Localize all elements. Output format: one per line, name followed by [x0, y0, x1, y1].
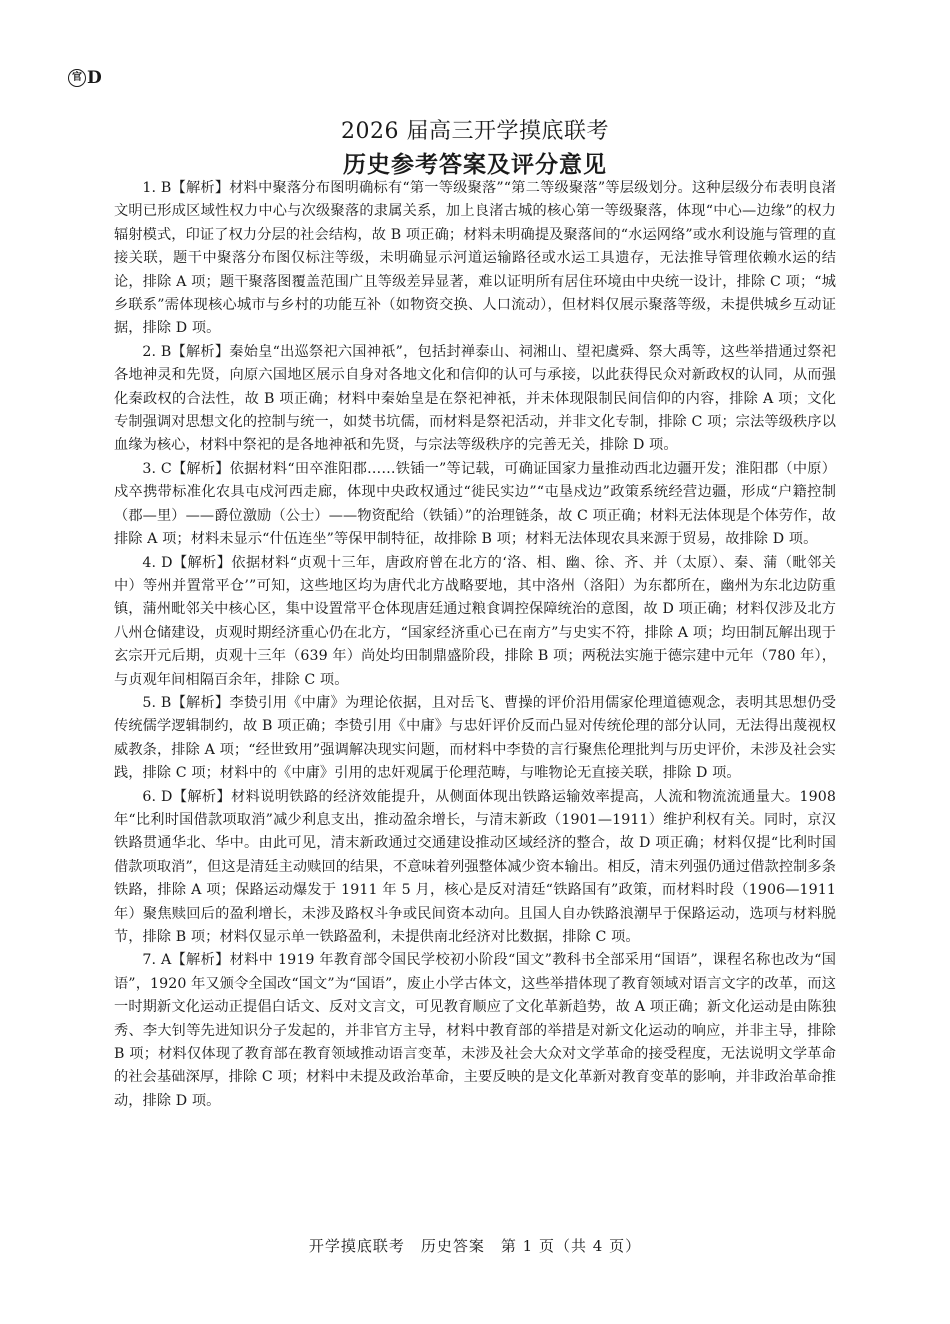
- answer-item-4: 4. D【解析】依据材料“贞观十三年，唐政府曾在北方的‘洛、相、幽、徐、齐、并（太原）、秦、蒲（毗邻关中）等州并置常平仓’”可知，这些地区均为唐代北方战略要地，其中洛州（洛阳）为东都所在，幽州为东北边防重镇，蒲州毗邻关中核心区，集中设置常平仓体现唐廷通过粮食调控保障统治的意图，故 D 项正确；材料仅涉及北方八州仓储建设，贞观时期经济重心仍在北方，“国家经济重心已在南方”与史实不符，排除 A 项；均田制瓦解出现于玄宗开元后期，贞观十三年（639 年）尚处均田制鼎盛阶段，排除 B 项；两税法实施于德宗建中元年（780 年），与贞观年间相隔百余年，排除 C 项。: [114, 554, 836, 688]
- answer-item-7: 7. A【解析】材料中 1919 年教育部令国民学校初小阶段“国文”教科书全部采用“国语”，课程名称也改为“国语”，1920 年又颁令全国改“国文”为“国语”，废止小学古体文，这些举措体现了教育领域对语言文字的改革，而这一时期新文化运动正提倡白话文、反对文言文，可见教育顺应了文化革新趋势，故 A 项正确；新文化运动是由陈独秀、李大钊等先进知识分子发起的，并非官方主导，材料中教育部的举措是对新文化运动的响应，并非主导，排除 B 项；材料仅体现了教育部在教育领域推动语言变革，未涉及社会大众对文学革命的接受程度，无法说明文学革命的社会基础深厚，排除 C 项；材料中未提及政治革命，主要反映的是文化革新对教育变革的影响，并非政治革命推动，排除 D 项。: [114, 952, 836, 1109]
- document-subtitle: 历史参考答案及评分意见: [343, 152, 607, 178]
- watermark-logo: [68, 68, 102, 88]
- corner-circle-char: 官: [68, 69, 86, 87]
- page-footer: 开学摸底联考 历史答案 第 1 页（共 4 页）: [308, 1237, 642, 1255]
- answer-list: [114, 177, 836, 1113]
- answer-item-2: 2. B【解析】秦始皇“出巡祭祀六国神祇”，包括封禅泰山、祠湘山、望祀虞舜、祭大禹等，这些举措通过祭祀各地神灵和先贤，向原六国地区展示自身对各地文化和信仰的认可与承接，以此获得民众对新政权的认同，从而强化秦政权的合法性，故 B 项正确；材料中秦始皇是在祭祀神祇，并未体现限制民间信仰的内容，排除 A 项；文化专制强调对思想文化的控制与统一，如焚书坑儒，而材料是祭祀活动，并非文化专制，排除 C 项；宗法等级秩序以血缘为核心，材料中祭祀的是各地神祇和先贤，与宗法等级秩序的完善无关，排除 D 项。: [114, 343, 836, 454]
- answer-item-5: 5. B【解析】李贽引用《中庸》为理论依据，且对岳飞、曹操的评价沿用儒家伦理道德观念，表明其思想仍受传统儒学逻辑制约，故 B 项正确；李贽引用《中庸》与忠奸评价反而凸显对传统伦理的部分认同，无法得出蔑视权威教条，排除 A 项；“经世致用”强调解决现实问题，而材料中李贽的言行聚焦伦理批判与历史评价，未涉及社会实践，排除 C 项；材料中的《中庸》引用的忠奸观属于伦理范畴，与唯物论无直接关联，排除 D 项。: [114, 694, 836, 782]
- answer-item-1: 1. B【解析】材料中聚落分布图明确标有“第一等级聚落”“第二等级聚落”等层级划分。这种层级分布表明良渚文明已形成区域性权力中心与次级聚落的隶属关系，加上良渚古城的核心第一等级聚落，体现“中心—边缘”的权力辐射模式，印证了权力分层的社会结构，故 B 项正确；材料未明确提及聚落间的“水运网络”或水利设施与管理的直接关联，题干中聚落分布图仅标注等级，未明确显示河道运输路径或水运工具遗存，无法推导管理依赖水运的结论，排除 A 项；题干聚落图覆盖范围广且等级差异显著，难以证明所有居住环境由中央统一设计，排除 C 项；“城乡联系”需体现核心城市与乡村的功能互补（如物资交换、人口流动），但材料仅展示聚落等级，未提供城乡互动证据，排除 D 项。: [114, 180, 837, 337]
- answer-item-6: 6. D【解析】材料说明铁路的经济效能提升，从侧面体现出铁路运输效率提高，人流和物流流通量大。1908 年“比利时国借款项取消”减少利息支出，推动盈余增长，与清末新政（1901—1911）维护利权有关。同时，京汉铁路贯通华北、华中。由此可见，清末新政通过交通建设推动区域经济的整合，故 D 项正确；材料仅提“比利时国借款项取消”，但这是清廷主动赎回的结果，不意味着列强整体减少资本输出。相反，清末列强仍通过借款控制多条铁路，排除 A 项；保路运动爆发于 1911 年 5 月，核心是反对清廷“铁路国有”政策，而材料时段（1906—1911 年）聚焦赎回后的盈利增长，未涉及路权斗争或民间资本动向。且国人自办铁路浪潮早于保路运动，选项与材料脱节，排除 B 项；材料仅显示单一铁路盈利，未提供南北经济对比数据，排除 C 项。: [114, 788, 836, 945]
- corner-letter: D: [87, 68, 102, 88]
- exam-title: 2026 届高三开学摸底联考: [341, 119, 609, 144]
- answer-item-3: 3. C【解析】依据材料“田卒淮阳郡……铁锸一”等记载，可确证国家力量推动西北边疆开发；淮阳郡（中原）戍卒携带标准化农具屯戍河西走廊，体现中央政权通过“徙民实边”“屯垦戍边”政策系统经营边疆，形成“户籍控制（郡—里）——爵位激励（公士）——物资配给（铁锸）”的治理链条，故 C 项正确；材料无法体现是个体劳作，故排除 A 项；材料未显示“什伍连坐”等保甲制特征，故排除 B 项；材料无法体现农具来源于贸易，故排除 D 项。: [114, 460, 836, 548]
